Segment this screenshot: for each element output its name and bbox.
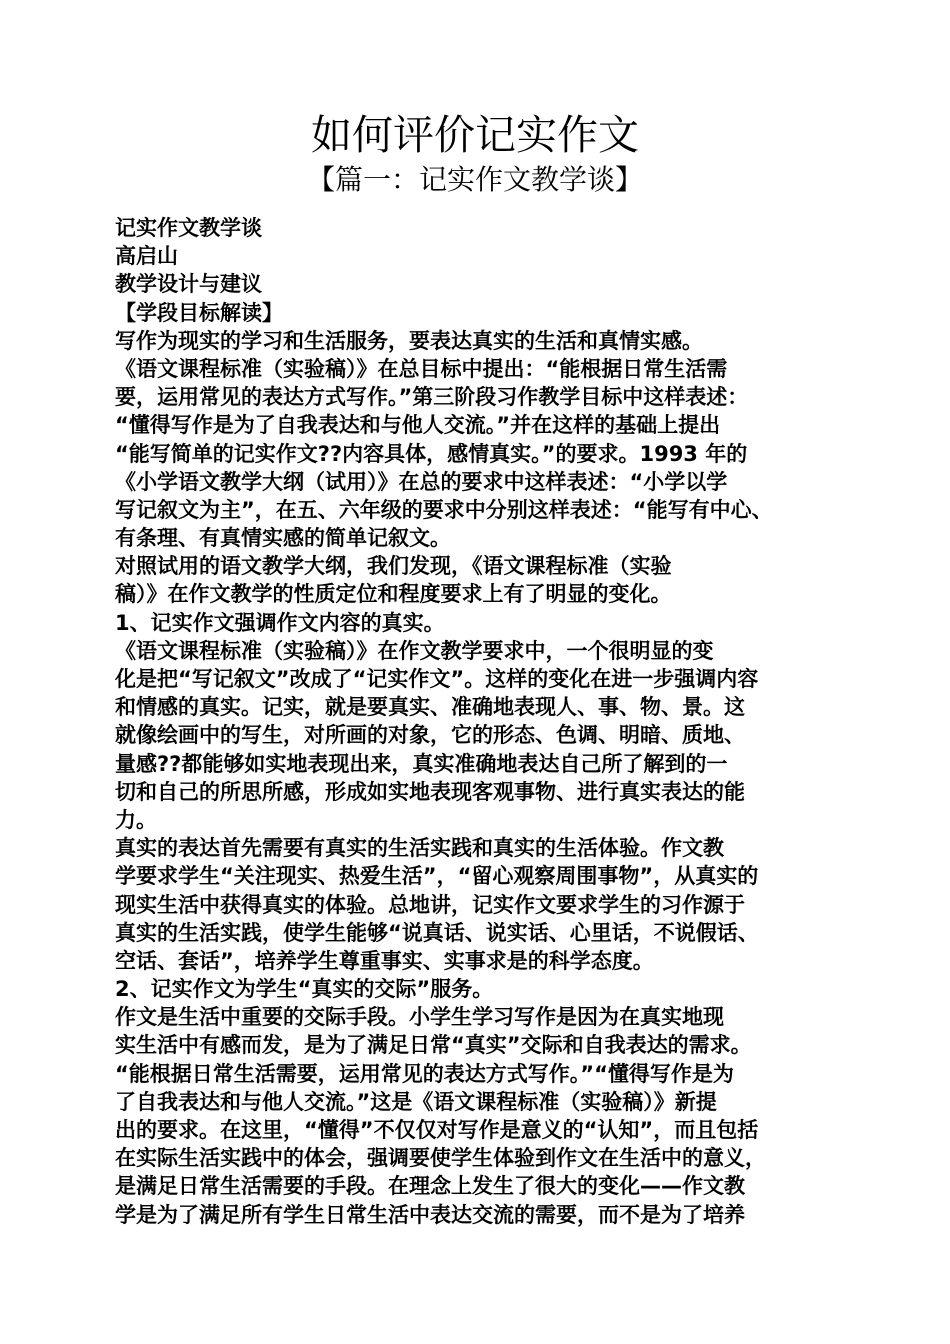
body-text-line: “懂得写作是为了自我表达和与他人交流。”并在这样的基础上提出 <box>115 413 721 438</box>
document-body <box>115 214 845 1229</box>
body-text-line: 作文是生活中重要的交际手段。小学生学习写作是因为在真实地现 <box>115 1005 724 1030</box>
body-text-line: “能根据日常生活需要，运用常见的表达方式写作。”“懂得写作是为 <box>115 1061 734 1086</box>
body-text-line: 了自我表达和与他人交流。”这是《语文课程标准（实验稿）》新提 <box>115 1089 717 1114</box>
body-text-line: 有条理、有真情实感的简单记叙文。 <box>115 526 451 551</box>
body-text-line: 出的要求。在这里，“懂得”不仅仅对写作是意义的“认知”，而且包括 <box>115 1118 759 1142</box>
body-text-line: 对照试用的语文教学大纲，我们发现，《语文课程标准（实验 <box>115 554 672 579</box>
body-text-line: 是满足日常生活需要的手段。在理念上发生了很大的变化——作文教 <box>115 1174 745 1199</box>
body-text-line: 现实生活中获得真实的体验。总地讲，记实作文要求学生的习作源于 <box>115 892 745 917</box>
document-title: 如何评价记实作文 <box>311 111 639 159</box>
body-text-line: 力。 <box>115 807 157 832</box>
body-text-line: 《小学语文教学大纲（试用）》在总的要求中这样表述：“小学以学 <box>115 469 728 494</box>
body-text-line: 和情感的真实。记实，就是要真实、准确地表现人、事、物、景。这 <box>115 695 745 720</box>
body-text-line: 高启山 <box>115 244 178 269</box>
body-text-line: 化是把“写记叙文”改成了“记实作文”。这样的变化在进一步强调内容 <box>115 667 759 691</box>
body-text-line: 空话、套话”，培养学生尊重事实、实事求是的科学态度。 <box>115 948 654 973</box>
body-text-line: 写记叙文为主”，在五、六年级的要求中分别这样表述：“能写有中心、 <box>115 497 773 522</box>
body-text-line: 真实的表达首先需要有真实的生活实践和真实的生活体验。作文教 <box>115 836 724 861</box>
body-text-line: 实生活中有感而发，是为了满足日常“真实”交际和自我表达的需求。 <box>115 1033 752 1058</box>
body-text-line: 学要求学生“关注现实、热爱生活”，“留心观察周围事物”，从真实的 <box>115 864 759 889</box>
body-text-line: 在实际生活实践中的体会，强调要使学生体验到作文在生活中的意义， <box>115 1146 766 1171</box>
body-text-line: 【学段目标解读】 <box>115 300 283 325</box>
body-text-line: 量感??都能够如实地表现出来，真实准确地表达自己所了解到的一 <box>115 751 728 776</box>
body-text-line: “能写简单的记实作文??内容具体，感情真实。”的要求。1993 年的 <box>115 441 748 466</box>
body-text-line: 写作为现实的学习和生活服务，要表达真实的生活和真情实感。 <box>115 328 703 353</box>
body-text-line: 要，运用常见的表达方式写作。”第三阶段习作教学目标中这样表述： <box>115 385 749 410</box>
body-text-line: 2、记实作文为学生“真实的交际”服务。 <box>115 977 494 1002</box>
body-text-line: 就像绘画中的写生，对所画的对象，它的形态、色调、明暗、质地、 <box>115 723 745 748</box>
document-subtitle: 【篇一：记实作文教学谈】 <box>306 163 643 196</box>
body-text-line: 1、记实作文强调作文内容的真实。 <box>115 610 445 635</box>
body-text-line: 《语文课程标准（实验稿）》在作文教学要求中，一个很明显的变 <box>115 638 714 663</box>
body-text-line: 真实的生活实践，使学生能够“说真话、说实话、心里话，不说假话、 <box>115 920 759 945</box>
body-text-line: 稿）》在作文教学的性质定位和程度要求上有了明显的变化。 <box>115 582 672 607</box>
body-text-line: 教学设计与建议 <box>115 272 262 297</box>
body-text-line: 学是为了满足所有学生日常生活中表达交流的需要，而不是为了培养 <box>115 1202 745 1227</box>
body-text-line: 切和自己的所思所感，形成如实地表现客观事物、进行真实表达的能 <box>115 779 745 804</box>
body-text-line: 记实作文教学谈 <box>115 216 262 240</box>
body-text-line: 《语文课程标准（实验稿）》在总目标中提出：“能根据日常生活需 <box>115 356 728 381</box>
